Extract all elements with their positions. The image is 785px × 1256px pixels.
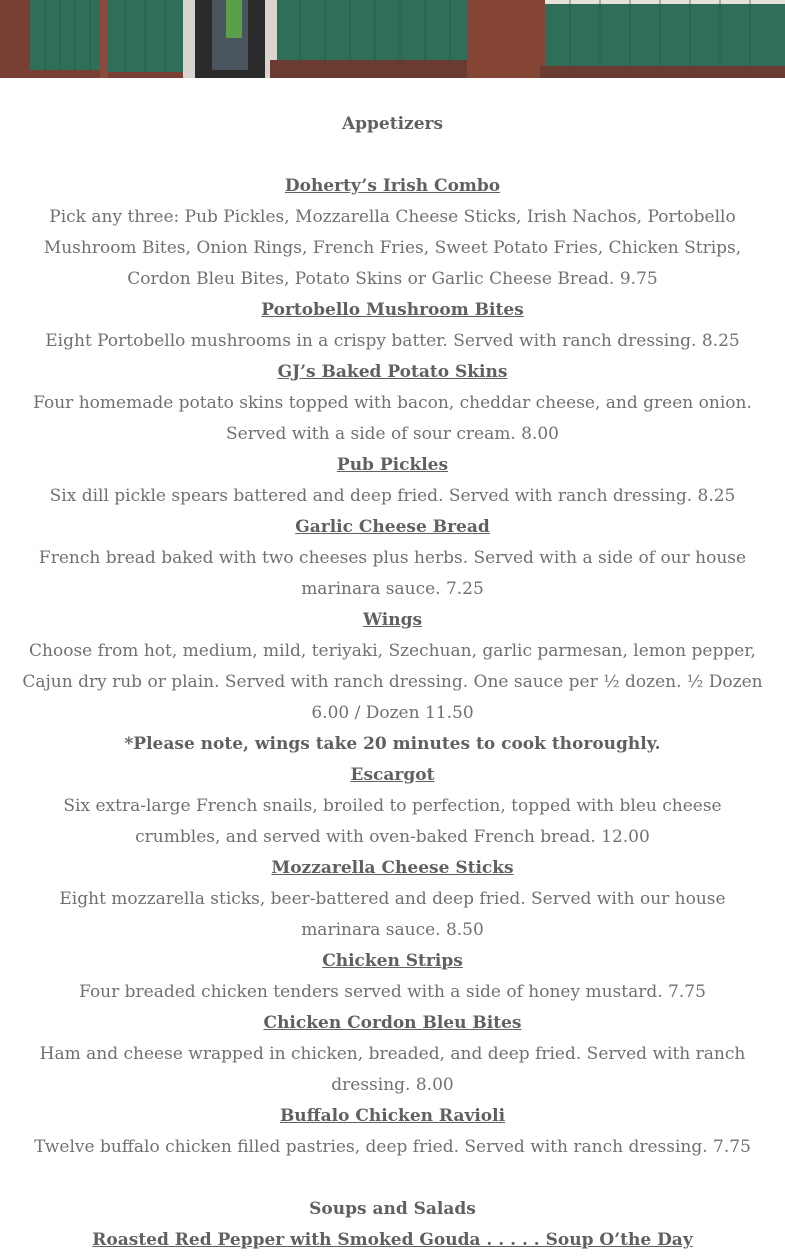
item-name: GJ’s Baked Potato Skins bbox=[277, 362, 508, 382]
item-description: Eight Portobello mushrooms in a crispy batter. Served with ranch dressing. 8.25 bbox=[45, 331, 740, 351]
item-description: Six dill pickle spears battered and deep fried. Served with ranch dressing. 8.25 bbox=[49, 486, 736, 506]
item-description: Eight mozzarella sticks, beer-battered and deep fried. Served with our house marinara sauce. 8.50 bbox=[59, 889, 726, 940]
item-name: Escargot bbox=[350, 765, 435, 785]
section-title-soups-salads: Soups and Salads bbox=[309, 1199, 476, 1219]
item-name: Portobello Mushroom Bites bbox=[261, 300, 524, 320]
item-description: French bread baked with two cheeses plus herbs. Served with a side of our house marinara sauce. 7.25 bbox=[38, 548, 747, 599]
item-name: Garlic Cheese Bread bbox=[295, 517, 490, 537]
item-description: Twelve buffalo chicken filled pastries, deep fried. Served with ranch dressing. 7.75 bbox=[34, 1137, 751, 1157]
item-description: Ham and cheese wrapped in chicken, breaded, and deep fried. Served with ranch dressing. 8.00 bbox=[39, 1044, 746, 1095]
item-description: Pick any three: Pub Pickles, Mozzarella Cheese Sticks, Irish Nachos, Portobello Mushroom Bites, Onion Rings, French Fries, Sweet Potato Fries, Chicken Strips, Cordon Bleu Bites, Potato Skins or Garlic Cheese Bread. 9.75 bbox=[43, 207, 742, 289]
wings-note: *Please note, wings take 20 minutes to cook thoroughly. bbox=[124, 734, 661, 754]
item-name: Roasted Red Pepper with Smoked Gouda . . . . . Soup O’the Day bbox=[92, 1230, 693, 1250]
item-name: Chicken Cordon Bleu Bites bbox=[263, 1013, 522, 1033]
item-name: Mozzarella Cheese Sticks bbox=[271, 858, 514, 878]
item-name: Chicken Strips bbox=[322, 951, 463, 971]
header-banner-image bbox=[0, 0, 785, 78]
item-description: Four breaded chicken tenders served with a side of honey mustard. 7.75 bbox=[79, 982, 706, 1002]
item-name: Doherty’s Irish Combo bbox=[284, 176, 501, 196]
item-name: Wings bbox=[362, 610, 423, 630]
item-description: Four homemade potato skins topped with bacon, cheddar cheese, and green onion. Served with a side of sour cream. 8.00 bbox=[33, 393, 752, 444]
section-title-appetizers: Appetizers bbox=[341, 114, 444, 134]
menu-content bbox=[0, 78, 785, 1256]
item-name: Buffalo Chicken Ravioli bbox=[279, 1106, 506, 1126]
item-description: Six extra-large French snails, broiled to perfection, topped with bleu cheese crumbles, and served with oven-baked French bread. 12.00 bbox=[63, 796, 722, 847]
storefront-photo bbox=[0, 0, 785, 78]
item-name: Pub Pickles bbox=[336, 455, 449, 475]
item-description: Choose from hot, medium, mild, teriyaki, Szechuan, garlic parmesan, lemon pepper, Cajun dry rub or plain. Served with ranch dressing. One sauce per ½ dozen. ½ Dozen 6.00 / Dozen 11.50 bbox=[22, 641, 763, 723]
